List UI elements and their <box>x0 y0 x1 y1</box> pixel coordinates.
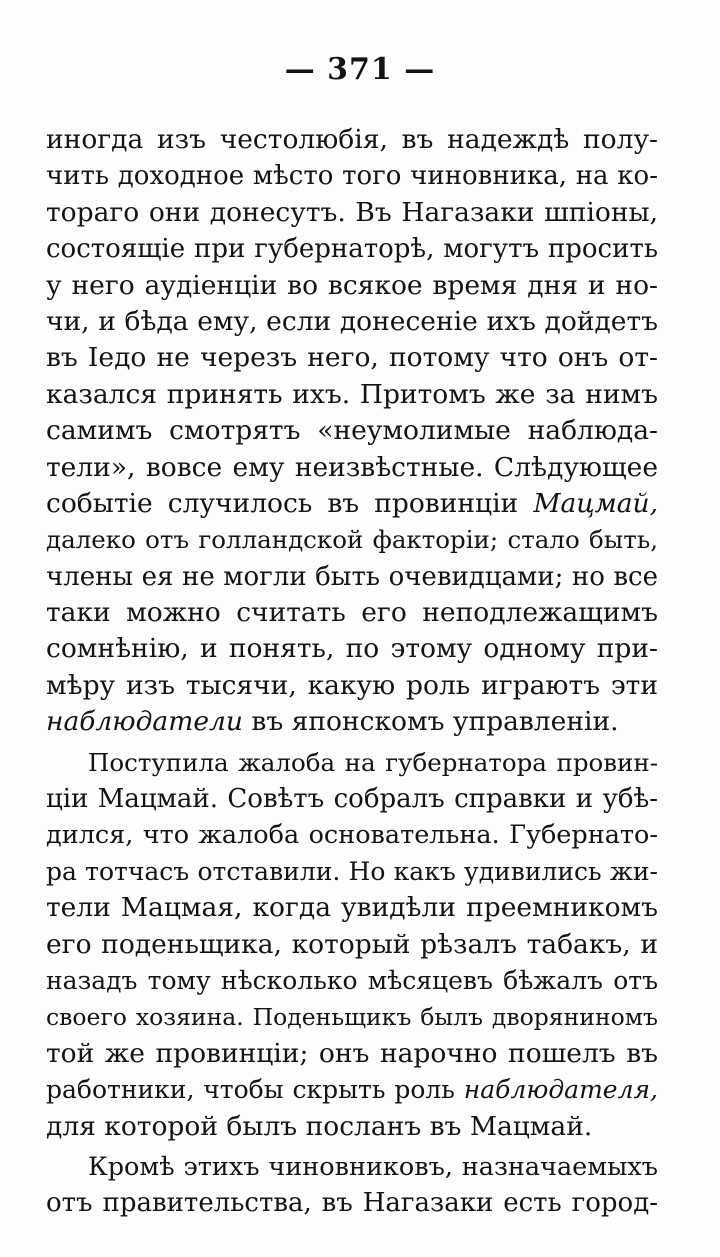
text-line: сомнѣнію, и понять, по этому одному при- <box>46 633 658 665</box>
text-line: тели», вовсе ему неизвѣстные. Слѣдующее <box>46 451 658 483</box>
text-line: у него аудіенціи во всякое время дня и но- <box>46 269 658 301</box>
text-line: состоящіе при губернаторѣ, могутъ просить <box>46 234 658 265</box>
text-line: далеко отъ голландской факторіи; стало быть, <box>46 525 658 555</box>
text-line: той же провинціи; онъ нарочно пошелъ въ <box>46 1037 658 1069</box>
text-line: тораго они донесутъ. Въ Нагазаки шпіоны, <box>46 196 658 228</box>
paragraph-1 <box>46 122 658 741</box>
text-line: самимъ смотрятъ «неумолимые наблюда- <box>46 415 658 447</box>
text-line: казался принять ихъ. Притомъ же за нимъ <box>46 378 658 410</box>
text-line: своего хозяина. Поденьщикъ былъ дворяниномъ <box>46 1003 658 1032</box>
paragraph-2 <box>46 745 658 1145</box>
text-line: работники, чтобы скрыть роль наблюдателя, <box>46 1075 658 1105</box>
text-line: отъ правительства, въ Нагазаки есть город- <box>46 1188 658 1219</box>
text-line: мѣру изъ тысячи, какую роль играютъ эти <box>46 669 658 701</box>
text-line: Кромѣ этихъ чиновниковъ, назначаемыхъ <box>88 1151 658 1182</box>
body-text <box>46 122 658 1222</box>
text-line: въ Іедо не черезъ него, потому что онъ от- <box>46 342 658 374</box>
text-line: ра тотчасъ отставили. Но какъ удивились жи- <box>46 856 658 886</box>
text-line: событіе случилось въ провинціи Мацмай, <box>46 487 658 519</box>
text-line: назадъ тому нѣсколько мѣсяцевъ бѣжалъ отъ <box>46 965 658 995</box>
text-line: дился, что жалоба основательна. Губернато- <box>46 820 658 851</box>
text-line: чи, и бѣда ему, если донесеніе ихъ дойдетъ <box>46 305 658 337</box>
text-line: Поступила жалоба на губернатора провин- <box>88 747 658 777</box>
text-line: иногда изъ честолюбія, въ надеждѣ полу- <box>46 124 658 155</box>
page-number: — 371 — <box>284 52 436 87</box>
text-line: чить доходное мѣсто того чиновника, на ко- <box>46 161 658 192</box>
text-line: наблюдатели въ японскомъ управленіи. <box>46 706 619 738</box>
text-line: члены ея не могли быть очевидцами; но все <box>46 561 658 592</box>
text-line: его поденьщика, который рѣзалъ табакъ, и <box>46 928 658 960</box>
text-line: таки можно считать его неподлежащимъ <box>46 597 658 629</box>
text-line: тели Мацмая, когда увидѣли преемникомъ <box>46 892 658 924</box>
text-line: для которой былъ посланъ въ Мацмай. <box>46 1110 593 1142</box>
paragraph-3 <box>46 1149 658 1222</box>
text-line: ціи Мацмай. Совѣтъ собралъ справки и убѣ- <box>46 784 658 815</box>
